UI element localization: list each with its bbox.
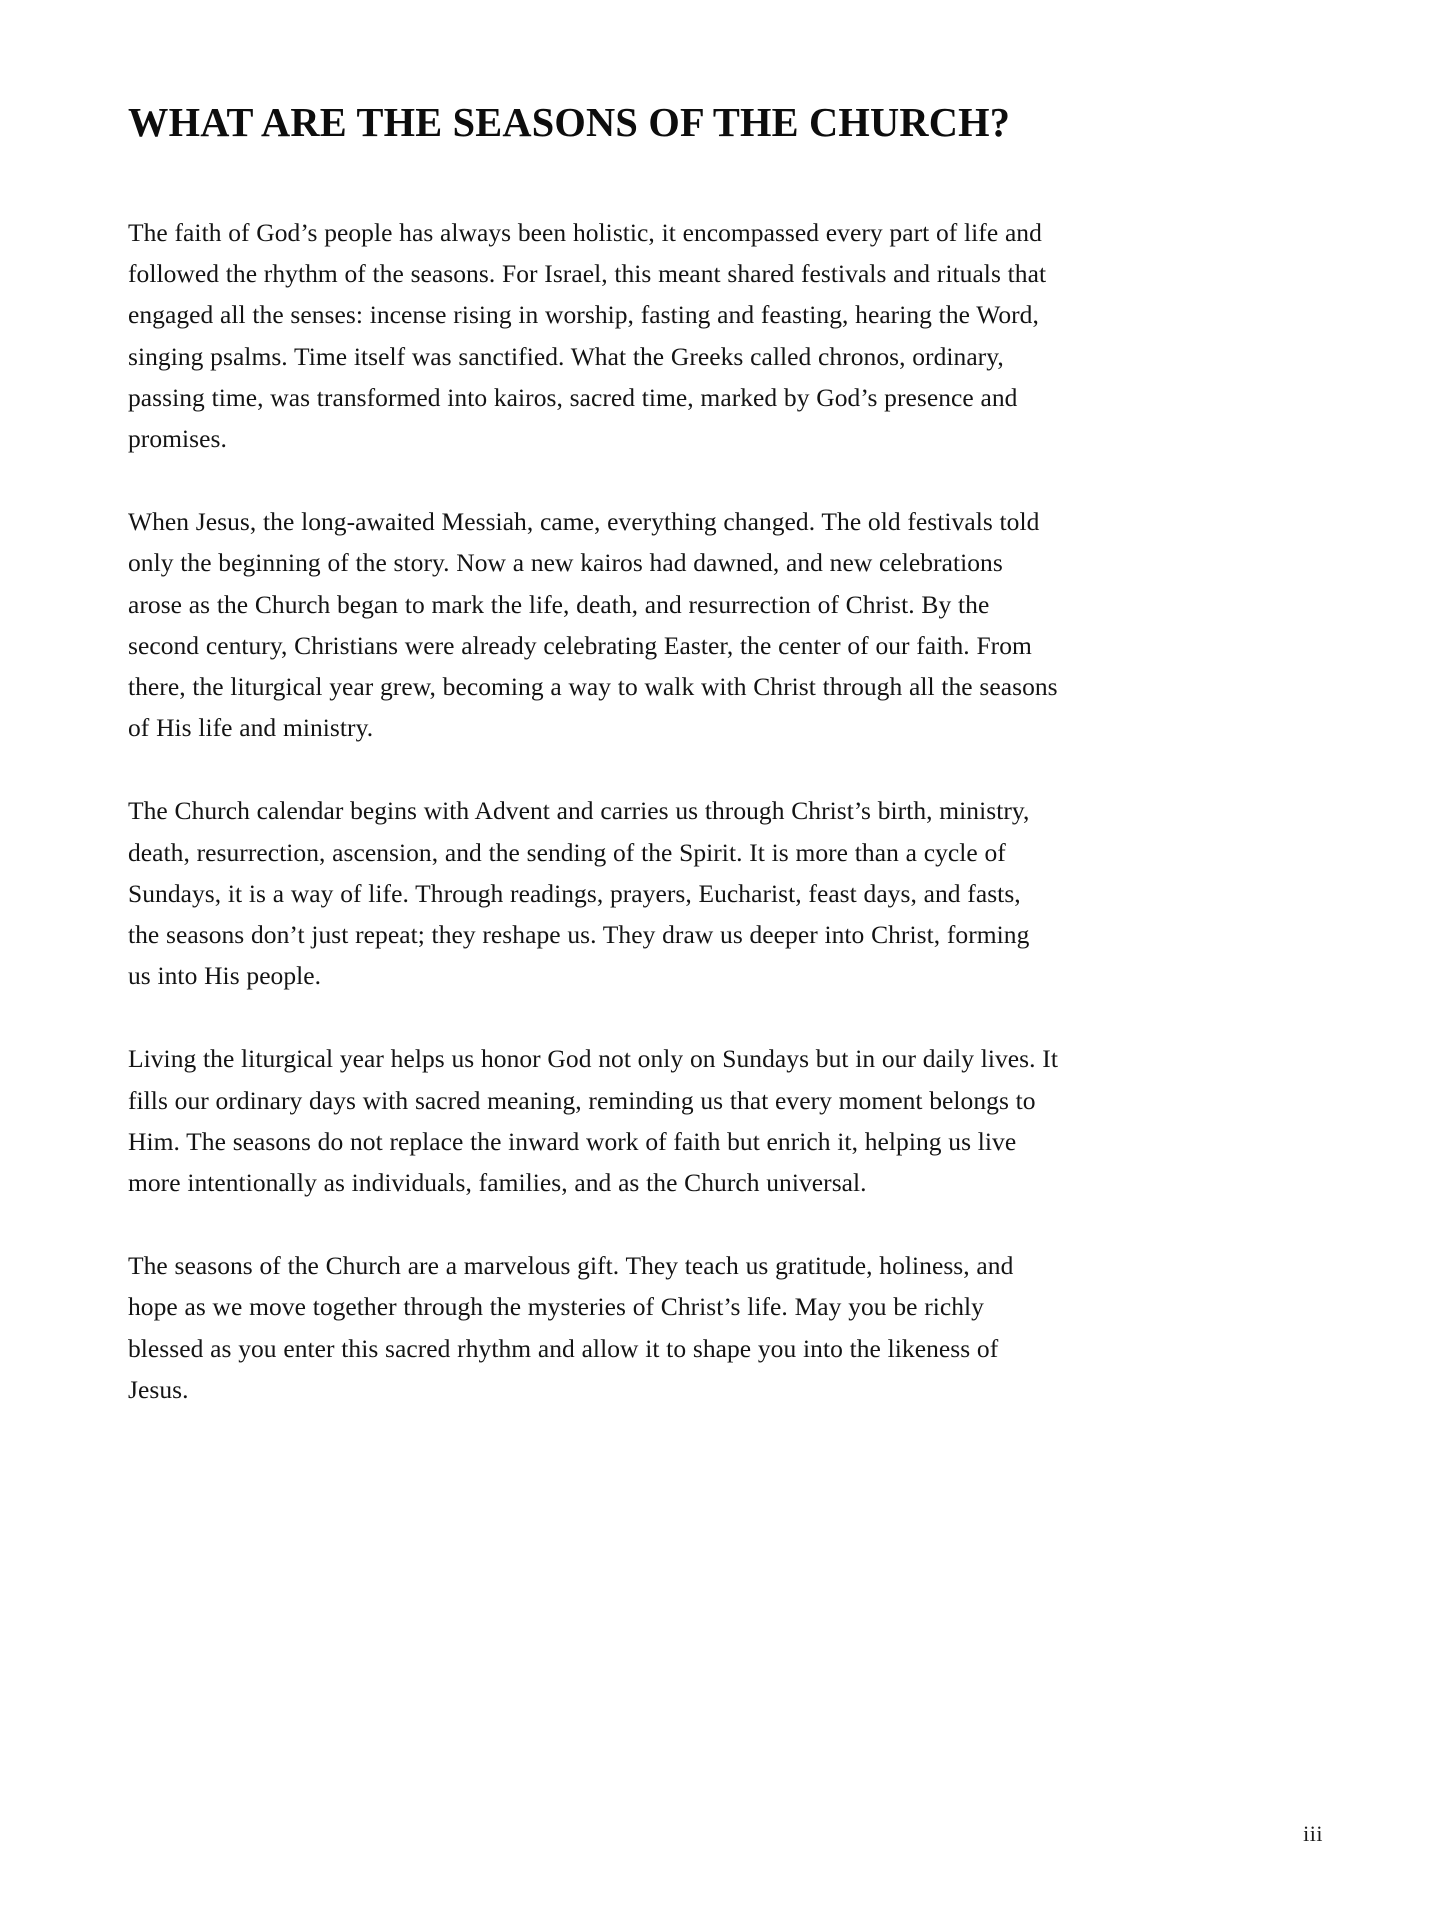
- paragraph: The seasons of the Church are a marvelous gift. They teach us gratitude, holiness, and hope as we move together through the mysteries of Christ’s life. May you be richly blessed as you enter this sacred rhythm and allow it to shape you into the likeness of Jesus.: [128, 1251, 1014, 1404]
- page-title: WHAT ARE THE SEASONS OF THE CHURCH?: [128, 99, 1011, 145]
- document-body: [128, 212, 1058, 1410]
- paragraph: Living the liturgical year helps us honor God not only on Sundays but in our daily lives. It fills our ordinary days with sacred meaning, reminding us that every moment belongs to Him. The seasons do not replace the inward work of faith but enrich it, helping us live more intentionally as individuals, families, and as the Church universal.: [128, 1044, 1058, 1198]
- paragraph: The Church calendar begins with Advent and carries us through Christ’s birth, ministry, death, resurrection, ascension, and the sending of the Spirit. It is more than a cycle of Sundays, it is a way of life. Through readings, prayers, Eucharist, feast days, and fasts, the seasons don’t just repeat; they reshape us. They draw us deeper into Christ, forming us into His people.: [128, 796, 1030, 991]
- paragraph: When Jesus, the long-awaited Messiah, came, everything changed. The old festivals told only the beginning of the story. Now a new kairos had dawned, and new celebrations arose as the Church began to mark the life, death, and resurrection of Christ. By the second century, Christians were already celebrating Easter, the center of our faith. From there, the liturgical year grew, becoming a way to walk with Christ through all the seasons of His life and ministry.: [128, 507, 1058, 743]
- page-number: iii: [1303, 1821, 1323, 1846]
- paragraph: The faith of God’s people has always been holistic, it encompassed every part of life and followed the rhythm of the seasons. For Israel, this meant shared festivals and rituals that engaged all the senses: incense rising in worship, fasting and feasting, hearing the Word, singing psalms. Time itself was sanctified. What the Greeks called chronos, ordinary, passing time, was transformed into kairos, sacred time, marked by God’s presence and promises.: [128, 218, 1047, 454]
